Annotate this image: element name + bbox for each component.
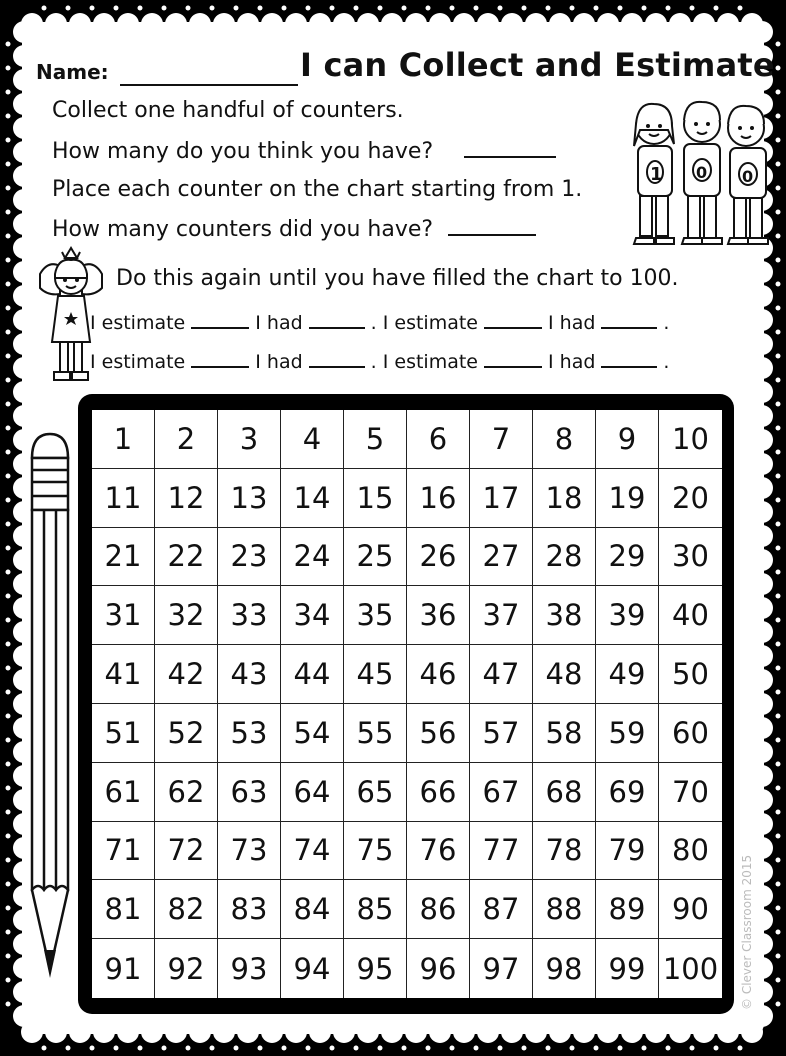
chart-cell[interactable]: 79 [596,822,659,881]
border-dot [546,1046,551,1051]
instruction-text: Collect one handful of counters. [52,98,404,123]
border-dot [666,1046,671,1051]
chart-cell[interactable]: 55 [344,704,407,763]
chart-cell[interactable]: 42 [155,645,218,704]
chart-cell[interactable]: 70 [659,763,722,822]
chart-cell[interactable]: 44 [281,645,344,704]
chart-cell[interactable]: 81 [92,880,155,939]
instruction-text: How many counters did you have? [52,217,434,242]
had-label: I had [548,312,596,334]
chart-cell[interactable]: 21 [92,528,155,587]
chart-cell[interactable]: 13 [218,469,281,528]
estimate-label: I estimate [90,312,186,334]
chart-cell[interactable]: 11 [92,469,155,528]
border-dot [6,258,11,263]
chart-cell[interactable]: 60 [659,704,722,763]
border-dot [776,354,781,359]
chart-cell[interactable]: 84 [281,880,344,939]
chart-cell[interactable]: 38 [533,586,596,645]
chart-cell[interactable]: 92 [155,939,218,998]
chart-cell[interactable]: 66 [407,763,470,822]
estimate-field[interactable] [191,352,249,368]
border-dot [776,306,781,311]
chart-cell[interactable]: 89 [596,880,659,939]
border-dot [306,1046,311,1051]
kid-shirt-digit: 0 [696,163,708,182]
chart-cell[interactable]: 54 [281,704,344,763]
had-field[interactable] [601,352,657,368]
chart-cell[interactable]: 24 [281,528,344,587]
chart-cell[interactable]: 94 [281,939,344,998]
chart-cell[interactable]: 99 [596,939,659,998]
border-dot [6,690,11,695]
chart-cell[interactable]: 12 [155,469,218,528]
border-dot [776,594,781,599]
border-dot [162,1046,167,1051]
border-dot [90,6,95,11]
border-dot [776,498,781,503]
chart-cell[interactable]: 20 [659,469,722,528]
border-dot [776,738,781,743]
border-dot [776,570,781,575]
border-dot [402,1046,407,1051]
border-dot [210,1046,215,1051]
border-dot [776,618,781,623]
border-dot [498,1046,503,1051]
border-dot [6,474,11,479]
chart-cell[interactable]: 23 [218,528,281,587]
border-dot [6,906,11,911]
border-dot [6,642,11,647]
border-dot [90,1046,95,1051]
chart-cell[interactable]: 48 [533,645,596,704]
border-dot [6,66,11,71]
border-dot [66,6,71,11]
chart-cell[interactable]: 32 [155,586,218,645]
chart-cell[interactable]: 67 [470,763,533,822]
chart-cell[interactable]: 58 [533,704,596,763]
border-dot [258,1046,263,1051]
chart-cell[interactable]: 16 [407,469,470,528]
border-dot [776,786,781,791]
name-label: Name: [36,60,109,84]
chart-cell[interactable]: 88 [533,880,596,939]
chart-cell[interactable]: 49 [596,645,659,704]
border-dot [6,738,11,743]
chart-cell[interactable]: 39 [596,586,659,645]
chart-cell[interactable]: 83 [218,880,281,939]
border-dot [450,6,455,11]
chart-cell[interactable]: 2 [155,410,218,469]
border-dot [776,162,781,167]
border-dot [6,186,11,191]
border-dot [776,930,781,935]
chart-cell[interactable]: 25 [344,528,407,587]
border-dot [776,234,781,239]
instruction-2 [52,138,556,164]
chart-cell[interactable]: 56 [407,704,470,763]
chart-cell[interactable]: 6 [407,410,470,469]
border-dot [776,882,781,887]
border-dot [776,402,781,407]
instruction-4 [52,216,536,242]
border-dot [6,42,11,47]
chart-cell[interactable]: 90 [659,880,722,939]
chart-cell[interactable]: 50 [659,645,722,704]
border-dot [546,6,551,11]
border-dot [354,6,359,11]
separator: . [663,351,670,373]
chart-cell[interactable]: 36 [407,586,470,645]
border-dot [210,6,215,11]
border-dot [66,1046,71,1051]
border-dot [378,1046,383,1051]
estimate-label: I estimate [90,351,186,373]
border-dot [6,594,11,599]
chart-cell[interactable]: 8 [533,410,596,469]
border-dot [618,1046,623,1051]
border-dot [114,1046,119,1051]
border-dot [426,6,431,11]
border-dot [776,762,781,767]
border-dot [474,6,479,11]
chart-cell[interactable]: 37 [470,586,533,645]
border-dot [776,690,781,695]
chart-cell[interactable]: 35 [344,586,407,645]
chart-cell[interactable]: 19 [596,469,659,528]
border-dot [776,954,781,959]
border-dot [498,6,503,11]
separator: . [370,351,377,373]
chart-cell[interactable]: 53 [218,704,281,763]
border-dot [570,6,575,11]
chart-cell[interactable]: 29 [596,528,659,587]
border-dot [6,858,11,863]
instruction-3 [52,177,582,202]
border-dot [522,6,527,11]
chart-cell[interactable]: 59 [596,704,659,763]
border-dot [450,1046,455,1051]
border-dot [776,114,781,119]
border-dot [6,570,11,575]
chart-cell[interactable]: 74 [281,822,344,881]
border-dot [6,90,11,95]
instruction-text: How many do you think you have? [52,139,434,164]
estimate-field[interactable] [191,313,249,329]
border-dot [776,642,781,647]
border-dot [6,978,11,983]
count-answer-field[interactable] [448,216,536,236]
border-dot [6,234,11,239]
chart-cell[interactable]: 71 [92,822,155,881]
chart-cell[interactable]: 62 [155,763,218,822]
repeat-instruction: Do this again until you have filled the chart to 100. [116,266,679,291]
chart-cell[interactable]: 86 [407,880,470,939]
chart-cell[interactable]: 85 [344,880,407,939]
chart-cell[interactable]: 69 [596,763,659,822]
border-dot [594,6,599,11]
border-dot [776,42,781,47]
border-dot [6,618,11,623]
chart-cell[interactable]: 18 [533,469,596,528]
chart-cell[interactable]: 80 [659,822,722,881]
estimate-field[interactable] [484,352,542,368]
border-dot [6,402,11,407]
border-dot [776,378,781,383]
had-field[interactable] [309,313,365,329]
chart-cell[interactable]: 17 [470,469,533,528]
border-dot [776,978,781,983]
estimate-row [90,351,669,373]
chart-cell[interactable]: 73 [218,822,281,881]
border-dot [6,714,11,719]
border-dot [776,714,781,719]
hundreds-chart [92,410,722,998]
border-dot [642,6,647,11]
border-dot [282,1046,287,1051]
border-dot [6,450,11,455]
chart-cell[interactable]: 78 [533,822,596,881]
border-dot [354,1046,359,1051]
chart-cell[interactable]: 33 [218,586,281,645]
chart-cell[interactable]: 68 [533,763,596,822]
chart-cell[interactable]: 64 [281,763,344,822]
border-dot [402,6,407,11]
border-dot [522,1046,527,1051]
chart-cell[interactable]: 100 [662,951,719,986]
border-dot [234,6,239,11]
border-dot [776,834,781,839]
border-dot [6,546,11,551]
border-dot [474,1046,479,1051]
border-dot [714,6,719,11]
chart-cell[interactable]: 51 [92,704,155,763]
border-dot [138,6,143,11]
border-dot [776,522,781,527]
border-dot [776,450,781,455]
chart-cell[interactable]: 14 [281,469,344,528]
border-dot [114,6,119,11]
border-dot [738,6,743,11]
estimate-label: I estimate [382,351,479,373]
border-dot [776,138,781,143]
page-title: I can Collect and Estimate [300,46,775,84]
guess-answer-field[interactable] [464,138,556,158]
chart-cell[interactable]: 3 [218,410,281,469]
border-dot [306,6,311,11]
border-dot [776,810,781,815]
border-dot [6,930,11,935]
border-dot [776,186,781,191]
chart-cell[interactable]: 45 [344,645,407,704]
border-dot [6,282,11,287]
chart-cell[interactable]: 77 [470,822,533,881]
border-dot [776,282,781,287]
had-label: I had [548,351,596,373]
chart-cell[interactable]: 22 [155,528,218,587]
border-dot [776,258,781,263]
pencil-illustration [28,430,72,990]
border-dot [6,306,11,311]
border-dot [186,1046,191,1051]
chart-cell[interactable]: 96 [407,939,470,998]
border-dot [776,546,781,551]
border-dot [642,1046,647,1051]
border-dot [776,330,781,335]
border-dot [6,114,11,119]
border-dot [776,906,781,911]
separator: . [370,312,377,334]
border-dot [138,1046,143,1051]
chart-cell[interactable]: 82 [155,880,218,939]
chart-cell[interactable]: 40 [659,586,722,645]
border-dot [776,66,781,71]
border-dot [282,6,287,11]
border-dot [6,138,11,143]
border-dot [6,522,11,527]
border-dot [162,6,167,11]
border-dot [6,810,11,815]
had-field[interactable] [309,352,365,368]
border-dot [234,1046,239,1051]
chart-cell[interactable]: 87 [470,880,533,939]
chart-cell[interactable]: 95 [344,939,407,998]
chart-cell[interactable]: 75 [344,822,407,881]
border-dot [6,666,11,671]
border-dot [776,474,781,479]
chart-cell[interactable]: 65 [344,763,407,822]
border-dot [42,6,47,11]
chart-cell[interactable]: 31 [92,586,155,645]
border-dot [6,426,11,431]
border-dot [6,1002,11,1007]
border-dot [42,1046,47,1051]
border-dot [258,6,263,11]
kids-clipart [628,96,776,252]
chart-cell[interactable]: 34 [281,586,344,645]
chart-cell[interactable]: 15 [344,469,407,528]
chart-cell[interactable]: 1 [92,410,155,469]
border-dot [776,858,781,863]
border-dot [6,354,11,359]
border-dot [776,90,781,95]
border-dot [426,1046,431,1051]
chart-cell[interactable]: 5 [344,410,407,469]
border-dot [570,1046,575,1051]
chart-cell[interactable]: 93 [218,939,281,998]
chart-cell[interactable]: 28 [533,528,596,587]
chart-cell[interactable]: 97 [470,939,533,998]
chart-cell[interactable]: 57 [470,704,533,763]
border-dot [690,1046,695,1051]
chart-cell[interactable]: 61 [92,763,155,822]
name-field[interactable] [120,84,298,86]
border-dot [594,1046,599,1051]
chart-cell[interactable]: 47 [470,645,533,704]
border-dot [618,6,623,11]
instruction-1 [52,98,404,123]
border-dot [776,1002,781,1007]
chart-cell[interactable]: 26 [407,528,470,587]
border-dot [690,6,695,11]
girl-clipart [38,244,104,384]
chart-cell[interactable]: 46 [407,645,470,704]
border-dot [6,954,11,959]
border-dot [6,162,11,167]
border-dot [6,498,11,503]
chart-cell[interactable]: 4 [281,410,344,469]
chart-cell[interactable]: 98 [533,939,596,998]
separator: . [663,312,670,334]
estimate-row [90,312,669,334]
had-field[interactable] [601,313,657,329]
border-dot [6,330,11,335]
chart-cell[interactable]: 52 [155,704,218,763]
border-dot [776,666,781,671]
border-dot [6,786,11,791]
had-label: I had [255,351,303,373]
border-dot [714,1046,719,1051]
kid-shirt-digit: 0 [742,167,754,186]
chart-cell[interactable]: 30 [659,528,722,587]
border-dot [186,6,191,11]
chart-cell[interactable]: 72 [155,822,218,881]
border-dot [6,762,11,767]
chart-cell[interactable]: 43 [218,645,281,704]
chart-cell[interactable]: 10 [659,410,722,469]
chart-cell[interactable]: 91 [92,939,155,998]
chart-cell[interactable]: 9 [596,410,659,469]
border-dot [6,882,11,887]
border-dot [330,1046,335,1051]
border-dot [776,426,781,431]
copyright-text: © Clever Classroom 2015 [740,854,754,1010]
border-dot [6,834,11,839]
border-dot [666,6,671,11]
chart-cell[interactable]: 7 [470,410,533,469]
border-dot [6,210,11,215]
chart-cell[interactable]: 76 [407,822,470,881]
instruction-text: Place each counter on the chart starting from 1. [52,177,583,202]
kid-shirt-digit: 1 [650,164,663,185]
estimate-label: I estimate [382,312,479,334]
border-dot [6,378,11,383]
had-label: I had [255,312,303,334]
chart-cell[interactable]: 27 [470,528,533,587]
border-dot [378,6,383,11]
chart-cell[interactable]: 41 [92,645,155,704]
chart-cell[interactable]: 63 [218,763,281,822]
estimate-field[interactable] [484,313,542,329]
border-dot [738,1046,743,1051]
border-dot [330,6,335,11]
border-dot [776,210,781,215]
